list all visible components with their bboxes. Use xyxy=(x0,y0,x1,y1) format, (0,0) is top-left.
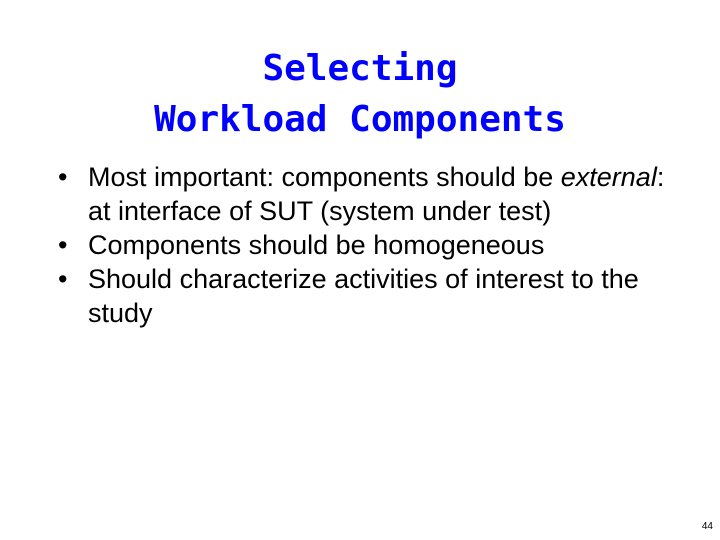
title-line-1: Selecting xyxy=(262,48,458,89)
bullet-item xyxy=(58,262,678,330)
bullet-item xyxy=(58,228,678,262)
bullet-text-rest: : at interface of SUT (system under test) xyxy=(88,162,665,226)
bullet-text: Most important: components should be xyxy=(88,162,561,192)
title-line-2: Workload Components xyxy=(154,99,566,140)
bullet-text: Components should be homogeneous xyxy=(88,230,545,260)
bullet-item xyxy=(58,160,678,228)
bullet-icon: • xyxy=(58,230,68,260)
bullet-list xyxy=(58,160,678,330)
bullet-text: Should characterize activities of interest to the study xyxy=(88,264,639,328)
bullet-icon: • xyxy=(58,162,68,192)
bullet-icon: • xyxy=(58,264,68,294)
slide-title xyxy=(0,43,720,145)
page-number: 44 xyxy=(701,521,713,532)
bullet-emphasis: external xyxy=(560,162,657,192)
